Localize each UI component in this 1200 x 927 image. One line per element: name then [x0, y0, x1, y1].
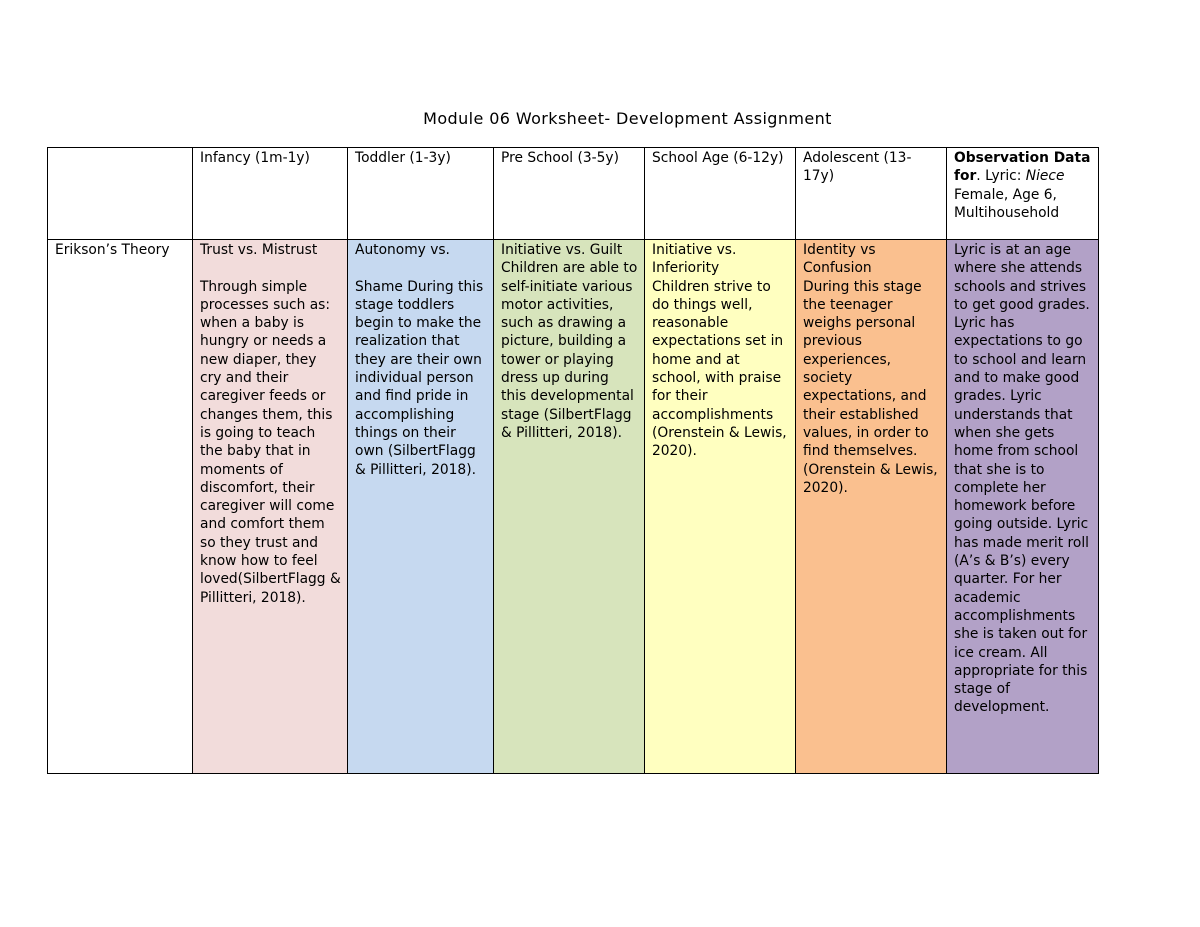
header-adolescent: Adolescent (13-17y) — [796, 148, 947, 240]
infancy-text: Through simple processes such as: when a baby is hungry or needs a new diaper, they cry and their caregiver feeds or changes them, this is going to teach the baby that in moments of discomfort, their caregiver will come and comfort them so they trust and know how to feel loved(SilbertFlagg & Pillitteri, 2018). — [200, 278, 341, 606]
page-title: Module 06 Worksheet- Development Assignment — [423, 109, 832, 128]
preschool-stage: Initiative vs. Guilt — [501, 242, 623, 258]
header-empty-cell — [48, 148, 193, 240]
preschool-text: Children are able to self-initiate various motor activities, such as drawing a picture, building a tower or playing dress up during this developmental stage (SilbertFlagg & Pillitteri, 2018). — [501, 260, 638, 441]
cell-school-age — [645, 240, 796, 774]
header-preschool: Pre School (3-5y) — [494, 148, 645, 240]
development-table — [47, 147, 1099, 774]
school-age-stage: Initiative vs. Inferiority — [652, 242, 737, 277]
observation-relation: Niece — [1025, 168, 1065, 185]
school-age-text: Children strive to do things well, reasonable expectations set in home and at school, with praise for their accomplishments (Orenstein & Lewis, 2020). — [652, 278, 787, 460]
header-toddler: Toddler (1-3y) — [348, 148, 494, 240]
observation-subject-details: Female, Age 6, Multihousehold — [954, 186, 1060, 221]
header-observation — [947, 148, 1099, 240]
header-school-age: School Age (6-12y) — [645, 148, 796, 240]
cell-observation — [947, 240, 1099, 774]
adolescent-stage: Identity vs Confusion — [803, 242, 876, 277]
observation-label: Observation Data for — [954, 150, 1091, 185]
adolescent-text: During this stage the teenager weighs personal previous experiences, society expectations, and their established values, in order to find themselves. (Orenstein & Lewis, 2020). — [803, 278, 938, 496]
row-label: Erikson’s Theory — [48, 240, 193, 774]
cell-infancy — [193, 240, 348, 774]
header-infancy: Infancy (1m-1y) — [193, 148, 348, 240]
observation-text: Lyric is at an age where she attends schools and strives to get good grades. Lyric has expectations to go to school and learn and to make good grades. Lyric understands that when she gets home from school that she is to complete her homework before going outside. Lyric has made merit roll (A’s & B’s) every quarter. For her academic accomplishments she is taken out for ice cream. All appropriate for this stage of development. — [954, 242, 1090, 716]
cell-preschool — [494, 240, 645, 774]
infancy-stage: Trust vs. Mistrust — [200, 242, 318, 258]
cell-adolescent — [796, 240, 947, 774]
header-row — [48, 148, 1099, 240]
eriksons-theory-row — [48, 240, 1099, 774]
cell-toddler — [348, 240, 494, 774]
toddler-text: Shame During this stage toddlers begin to make the realization that they are their own individual person and find pride in accomplishing things on their own (SilbertFlagg & Pillitteri, 2018). — [355, 278, 484, 478]
toddler-stage: Autonomy vs. — [355, 242, 450, 258]
observation-after-label: . Lyric: — [976, 168, 1026, 185]
